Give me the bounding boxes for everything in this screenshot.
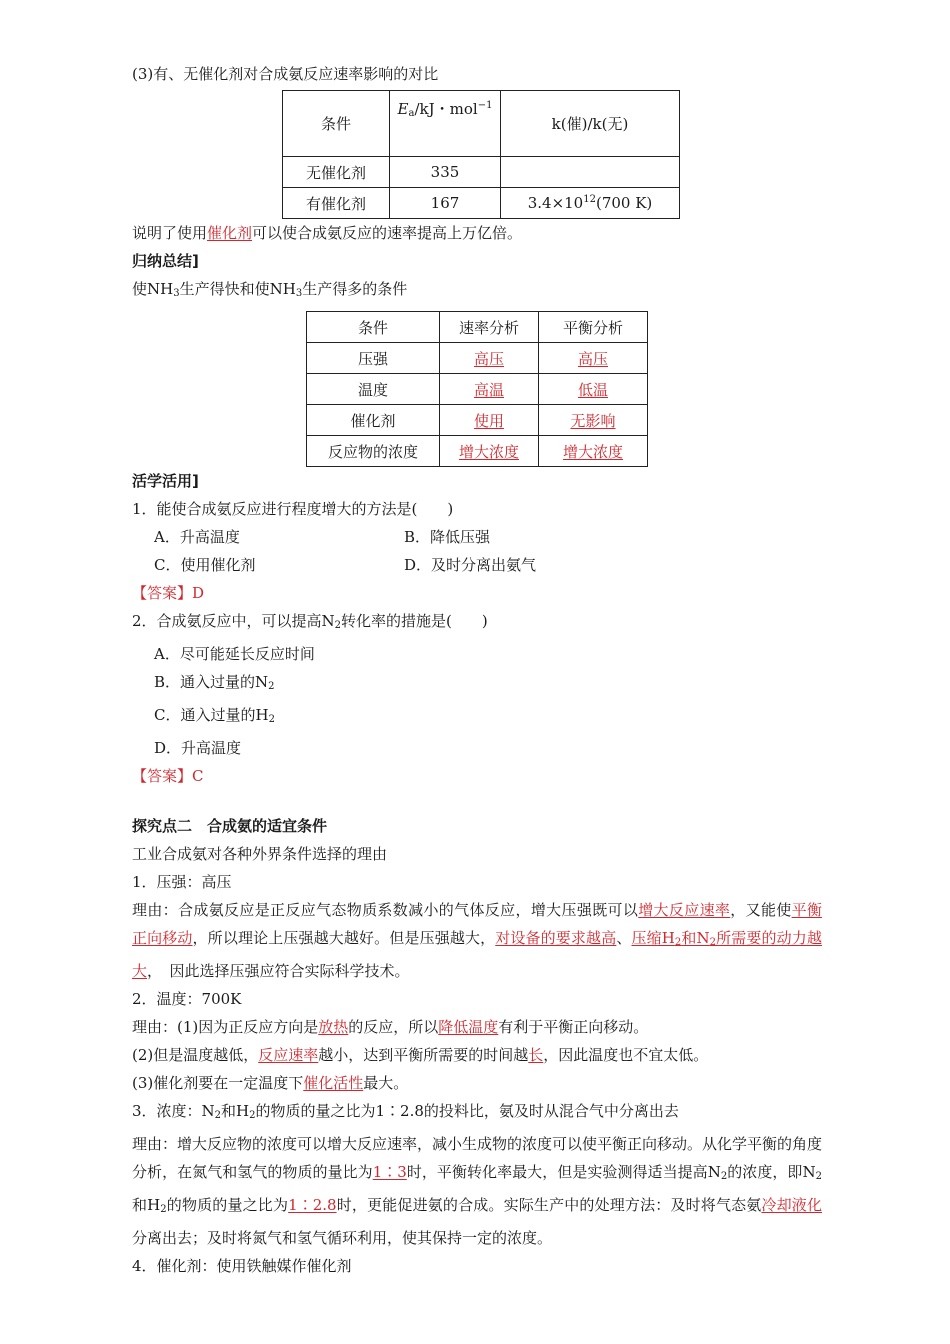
option-a: A．升高温度	[154, 528, 240, 546]
table-row	[283, 188, 680, 219]
table-header-cell: 速率分析	[440, 312, 539, 343]
text-run: ，所以理论上压强越大越好。但是压强越大，	[192, 929, 496, 947]
document-page	[132, 60, 822, 1280]
temperature-reason-3	[132, 1069, 822, 1097]
key-answer: 低温	[577, 380, 608, 399]
table-row	[307, 343, 648, 374]
option-b: B．降低压强	[404, 528, 491, 546]
conclusion-text	[132, 219, 822, 247]
text-run: ，因此温度也不宜太低。	[543, 1046, 709, 1064]
key-answer: 增大反应速率	[638, 901, 731, 919]
table-cell: 压强	[307, 343, 440, 374]
table-cell	[501, 157, 680, 188]
question-1-stem: 1．能使合成氨反应进行程度增大的方法是( )	[132, 500, 454, 518]
table-row	[307, 405, 648, 436]
summary-intro	[132, 275, 822, 308]
key-answer: 使用	[473, 411, 504, 430]
key-answer: 增大浓度	[458, 442, 519, 461]
pressure-reason	[132, 896, 822, 985]
subscript: 2	[160, 1204, 167, 1215]
answer-label: 【答案】	[132, 584, 193, 602]
table-cell	[440, 343, 539, 374]
summary-title: 归纳总结]	[132, 252, 199, 270]
table-cell	[440, 405, 539, 436]
temperature-reason-2	[132, 1041, 822, 1069]
text-run: 压缩H	[631, 929, 675, 947]
text-run: ，又能使	[730, 901, 792, 919]
text-run: ， 因此选择压强应符合实际科学技术。	[147, 962, 410, 980]
option-b	[132, 668, 822, 701]
text-run: B．通入过量的N	[154, 673, 269, 691]
text-run: 、	[616, 929, 632, 947]
rate-ratio-exponent: 12	[583, 194, 596, 205]
question-1-options-row	[132, 551, 822, 579]
key-answer: 反应速率	[258, 1046, 319, 1064]
option-d: D．及时分离出氨气	[404, 556, 537, 574]
table-cell	[440, 374, 539, 405]
text-run: 的反应，所以	[348, 1018, 439, 1036]
subscript: 3	[173, 288, 180, 299]
table-row	[307, 374, 648, 405]
text-run: 可以使合成氨反应的速率提高上万亿倍。	[252, 224, 523, 242]
subscript: 2	[709, 937, 716, 948]
key-answer: 降低温度	[438, 1018, 499, 1036]
text-run: (3)催化剂要在一定温度下	[132, 1074, 304, 1092]
key-answer: 催化活性	[303, 1074, 364, 1092]
answer-value: C	[192, 767, 204, 785]
text-run: C．通入过量的H	[154, 706, 269, 724]
temperature-title: 2．温度：700K	[132, 990, 242, 1008]
subscript: 2	[249, 1110, 256, 1121]
table-header-cell: 平衡分析	[539, 312, 648, 343]
table-header-row	[283, 91, 680, 157]
subscript: 2	[268, 681, 275, 692]
text-run: 3．浓度：N	[132, 1102, 215, 1120]
table-cell	[501, 188, 680, 219]
table-cell: 催化剂	[307, 405, 440, 436]
concentration-title	[132, 1097, 822, 1130]
subscript: 2	[674, 937, 682, 948]
text-run: 生产得多的条件	[302, 280, 408, 298]
table-cell	[539, 374, 648, 405]
text-run: 和N	[681, 929, 710, 947]
key-answer: 高压	[577, 349, 608, 368]
table-row	[283, 157, 680, 188]
table-header-cell: 条件	[283, 91, 390, 157]
subscript: 2	[214, 1110, 222, 1121]
table-cell	[539, 436, 648, 467]
table-header-cell	[390, 91, 501, 157]
pressure-title: 1．压强：高压	[132, 873, 232, 891]
table-cell: 温度	[307, 374, 440, 405]
text-run: 和H	[221, 1102, 250, 1120]
text-run: 理由：增大反应物的浓度可以增大反应速率，减小生成物的浓度可以使平衡正向移动。从化学平衡的角度分析，在氮气和氢气的物质的量比为	[132, 1135, 823, 1181]
spacer	[132, 790, 822, 812]
subscript: 2	[815, 1171, 822, 1182]
text-run: 的物质的量之比为1∶2.8的投料比，氨及时从混合气中分离出去	[255, 1102, 679, 1120]
subscript: 2	[268, 714, 275, 725]
subscript: 2	[720, 1171, 728, 1182]
text-run: 越小，达到平衡所需要的时间越	[318, 1046, 529, 1064]
key-answer: 对设备的要求越高	[495, 929, 617, 947]
catalyst-comparison-table	[282, 90, 680, 219]
table-cell: 有催化剂	[283, 188, 390, 219]
question-1-options-row	[132, 523, 822, 551]
key-answer: 1∶2.8	[288, 1196, 337, 1214]
table-cell	[539, 405, 648, 436]
text-run: 最大。	[363, 1074, 409, 1092]
text-run: 所需要的动力越大	[132, 929, 822, 980]
text-run: 生产得快和使NH	[179, 280, 296, 298]
key-answer: 长	[528, 1046, 544, 1064]
temperature-reason-1	[132, 1013, 822, 1041]
option-d: D．升高温度	[154, 739, 242, 757]
section-heading: (3)有、无催化剂对合成氨反应速率影响的对比	[132, 65, 439, 83]
text-run: 2．合成氨反应中，可以提高N	[132, 612, 335, 630]
option-c	[132, 701, 822, 734]
table-cell: 335	[390, 157, 501, 188]
rate-ratio-base: 3.4×10	[527, 194, 584, 212]
table-row	[307, 436, 648, 467]
key-answer: 1∶3	[372, 1163, 407, 1181]
key-answer: 无影响	[570, 411, 616, 430]
text-run: 转化率的措施是( )	[341, 612, 488, 630]
answer-value: D	[192, 584, 205, 602]
table-header-row	[307, 312, 648, 343]
table-header-cell: 条件	[307, 312, 440, 343]
text-run: 理由：合成氨反应是正反应气态物质系数减小的气体反应，增大压强既可以	[132, 901, 639, 919]
key-answer: 平衡正向移动	[132, 901, 822, 947]
answer-label: 【答案】	[132, 767, 193, 785]
table-cell	[440, 436, 539, 467]
table-cell: 167	[390, 188, 501, 219]
text-run: 时，更能促进氨的合成。实际生产中的处理方法：及时将气态氨	[336, 1196, 762, 1214]
text-run: 时，平衡转化率最大，但是实验测得适当提高N	[406, 1163, 721, 1181]
ea-subscript: a	[408, 108, 415, 119]
key-answer: 冷却液化	[761, 1196, 822, 1214]
ea-symbol: E	[397, 100, 409, 118]
key-answer: 增大浓度	[562, 442, 623, 461]
ea-unit-exponent: −1	[477, 100, 493, 111]
table-cell: 无催化剂	[283, 157, 390, 188]
text-run: 使NH	[132, 280, 174, 298]
text-run: 的浓度，即N	[727, 1163, 816, 1181]
option-c: C．使用催化剂	[154, 556, 256, 574]
key-answer: 催化剂	[207, 224, 253, 242]
key-answer: 放热	[318, 1018, 349, 1036]
key-answer: 高压	[473, 349, 504, 368]
conditions-summary-table	[306, 311, 648, 467]
text-run: 分离出去；及时将氮气和氢气循环利用，使其保持一定的浓度。	[132, 1229, 553, 1247]
text-run: 说明了使用	[132, 224, 208, 242]
text-run: (2)但是温度越低，	[132, 1046, 259, 1064]
table-header-cell: k(催)/k(无)	[501, 91, 680, 157]
catalyst-title: 4．催化剂：使用铁触媒作催化剂	[132, 1257, 352, 1275]
subscript: 2	[334, 620, 342, 631]
subscript: 3	[295, 288, 303, 299]
option-a: A．尽可能延长反应时间	[154, 645, 315, 663]
table-cell: 反应物的浓度	[307, 436, 440, 467]
table-cell	[539, 343, 648, 374]
question-2-stem	[132, 607, 822, 640]
text-run: 有利于平衡正向移动。	[498, 1018, 649, 1036]
key-answer: 高温	[473, 380, 504, 399]
question-2-answer	[132, 762, 822, 790]
text-run: 和H	[132, 1196, 161, 1214]
practice-title: 活学活用]	[132, 472, 199, 490]
question-1-answer	[132, 579, 822, 607]
text-run: 理由：(1)因为正反应方向是	[132, 1018, 319, 1036]
section-2-title: 探究点二 合成氨的适宜条件	[132, 817, 328, 835]
concentration-reason	[132, 1130, 822, 1252]
section-2-intro: 工业合成氨对各种外界条件选择的理由	[132, 845, 388, 863]
ea-unit: /kJ・mol	[414, 100, 478, 118]
rate-ratio-condition: (700 K)	[595, 194, 653, 212]
text-run: 的物质的量之比为	[166, 1196, 289, 1214]
